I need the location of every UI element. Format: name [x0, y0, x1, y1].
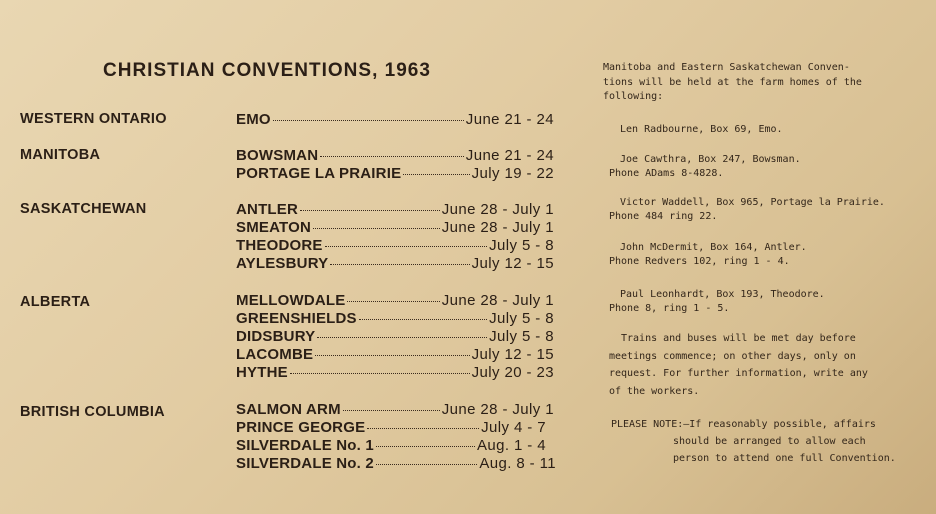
- convention-date: June 28 - July 1: [441, 401, 554, 418]
- text-line: Victor Waddell, Box 965, Portage la Prairie.: [620, 197, 885, 208]
- text-line: Phone Redvers 102, ring 1 - 4.: [609, 256, 790, 267]
- intro-paragraph: [603, 61, 862, 105]
- location-name: SALMON ARM: [236, 401, 341, 418]
- convention-date: Aug. 1 - 4: [476, 437, 546, 454]
- dot-leader: [330, 264, 469, 265]
- text-line: should be arranged to allow each: [673, 436, 866, 447]
- text-line: Phone 484 ring 22.: [609, 211, 718, 222]
- convention-row: [236, 455, 556, 475]
- location-name: BOWSMAN: [236, 147, 319, 164]
- convention-date: July 20 - 23: [471, 364, 554, 381]
- convention-date: June 21 - 24: [465, 111, 554, 128]
- region-western-ontario: WESTERN ONTARIO: [20, 111, 167, 127]
- location-name: DIDSBURY: [236, 328, 316, 345]
- convention-date: July 4 - 7: [481, 419, 546, 436]
- text-line: Paul Leonhardt, Box 193, Theodore.: [620, 289, 825, 300]
- contact-phone: [609, 302, 729, 317]
- location-name: SMEATON: [236, 219, 312, 236]
- location-name: HYTHE: [236, 364, 288, 381]
- dot-leader: [403, 174, 469, 175]
- convention-row: [236, 292, 554, 312]
- convention-date: July 12 - 15: [471, 255, 554, 272]
- dot-leader: [320, 156, 464, 157]
- text-line: Manitoba and Eastern Saskatchewan Conven-: [603, 62, 850, 73]
- location-name: LACOMBE: [236, 346, 314, 363]
- bleed-through-text: [180, 488, 184, 505]
- dot-leader: [313, 228, 440, 229]
- dot-leader: [315, 355, 469, 356]
- dot-leader: [347, 301, 439, 302]
- contact-phone: [609, 210, 717, 225]
- location-name: SILVERDALE No. 1: [236, 437, 374, 454]
- dot-leader: [359, 319, 487, 320]
- convention-date: July 5 - 8: [489, 310, 554, 327]
- text-line: meetings commence; on other days, only on: [609, 350, 856, 362]
- convention-row: [236, 401, 554, 421]
- convention-date: July 5 - 8: [489, 237, 554, 254]
- location-name: ANTLER: [236, 201, 299, 218]
- dot-leader: [376, 464, 477, 465]
- convention-row: [236, 111, 554, 131]
- page-title: CHRISTIAN CONVENTIONS, 1963: [103, 60, 431, 81]
- contact-entry: [620, 123, 783, 138]
- convention-date: June 28 - July 1: [441, 201, 554, 218]
- region-alberta: ALBERTA: [20, 294, 91, 310]
- dot-leader: [343, 410, 440, 411]
- contact-entry: [620, 153, 801, 168]
- region-saskatchewan: SASKATCHEWAN: [20, 201, 147, 217]
- convention-row: [236, 147, 554, 167]
- convention-row: [236, 255, 554, 275]
- text-line: person to attend one full Convention.: [673, 453, 896, 464]
- dot-leader: [325, 246, 488, 247]
- contact-phone: [609, 167, 723, 182]
- convention-row: [236, 201, 554, 221]
- convention-row: [236, 328, 554, 348]
- convention-row: [236, 310, 554, 330]
- text-line: following:: [603, 91, 664, 102]
- convention-row: [236, 165, 554, 185]
- convention-date: July 19 - 22: [471, 165, 554, 182]
- dot-leader: [300, 210, 440, 211]
- text-line: request. For further information, write any: [609, 368, 868, 379]
- location-name: MELLOWDALE: [236, 292, 346, 309]
- text-line: Joe Cawthra, Box 247, Bowsman.: [620, 154, 801, 165]
- dot-leader: [376, 446, 475, 447]
- note-paragraph: [611, 416, 896, 467]
- location-name: PORTAGE LA PRAIRIE: [236, 165, 402, 182]
- location-name: AYLESBURY: [236, 255, 329, 272]
- contact-phone: [609, 255, 790, 270]
- location-name: GREENSHIELDS: [236, 310, 357, 327]
- location-name: EMO: [236, 111, 271, 128]
- contact-entry: [620, 196, 885, 211]
- location-name: THEODORE: [236, 237, 323, 254]
- text-line: PLEASE NOTE:—If reasonably possible, affairs: [611, 419, 876, 430]
- text-line: Phone ADams 8-4828.: [609, 168, 724, 179]
- contact-entry: [620, 241, 807, 256]
- convention-date: July 5 - 8: [489, 328, 554, 345]
- transport-paragraph: [609, 330, 868, 400]
- text-line: tions will be held at the farm homes of the: [603, 76, 862, 88]
- convention-date: June 28 - July 1: [441, 292, 554, 309]
- convention-date: June 28 - July 1: [441, 219, 554, 236]
- convention-row: [236, 237, 554, 257]
- convention-date: June 21 - 24: [465, 147, 554, 164]
- location-name: PRINCE GEORGE: [236, 419, 366, 436]
- convention-date: July 12 - 15: [471, 346, 554, 363]
- text-line: Trains and buses will be met day before: [621, 333, 856, 344]
- convention-row: [236, 346, 554, 366]
- dot-leader: [317, 337, 487, 338]
- text-line: Phone 8, ring 1 - 5.: [609, 303, 730, 314]
- dot-leader: [367, 428, 479, 429]
- contact-entry: [620, 288, 825, 303]
- convention-date: Aug. 8 - 11: [479, 455, 556, 472]
- text-line: of the workers.: [609, 385, 700, 397]
- location-name: SILVERDALE No. 2: [236, 455, 374, 472]
- dot-leader: [290, 373, 470, 374]
- convention-row: [236, 419, 546, 439]
- convention-row: [236, 437, 546, 457]
- region-british-columbia: BRITISH COLUMBIA: [20, 404, 165, 420]
- convention-row: [236, 219, 554, 239]
- region-manitoba: MANITOBA: [20, 147, 101, 163]
- dot-leader: [273, 120, 464, 121]
- text-line: John McDermit, Box 164, Antler.: [620, 242, 807, 253]
- text-line: Len Radbourne, Box 69, Emo.: [620, 124, 783, 135]
- convention-row: [236, 364, 554, 384]
